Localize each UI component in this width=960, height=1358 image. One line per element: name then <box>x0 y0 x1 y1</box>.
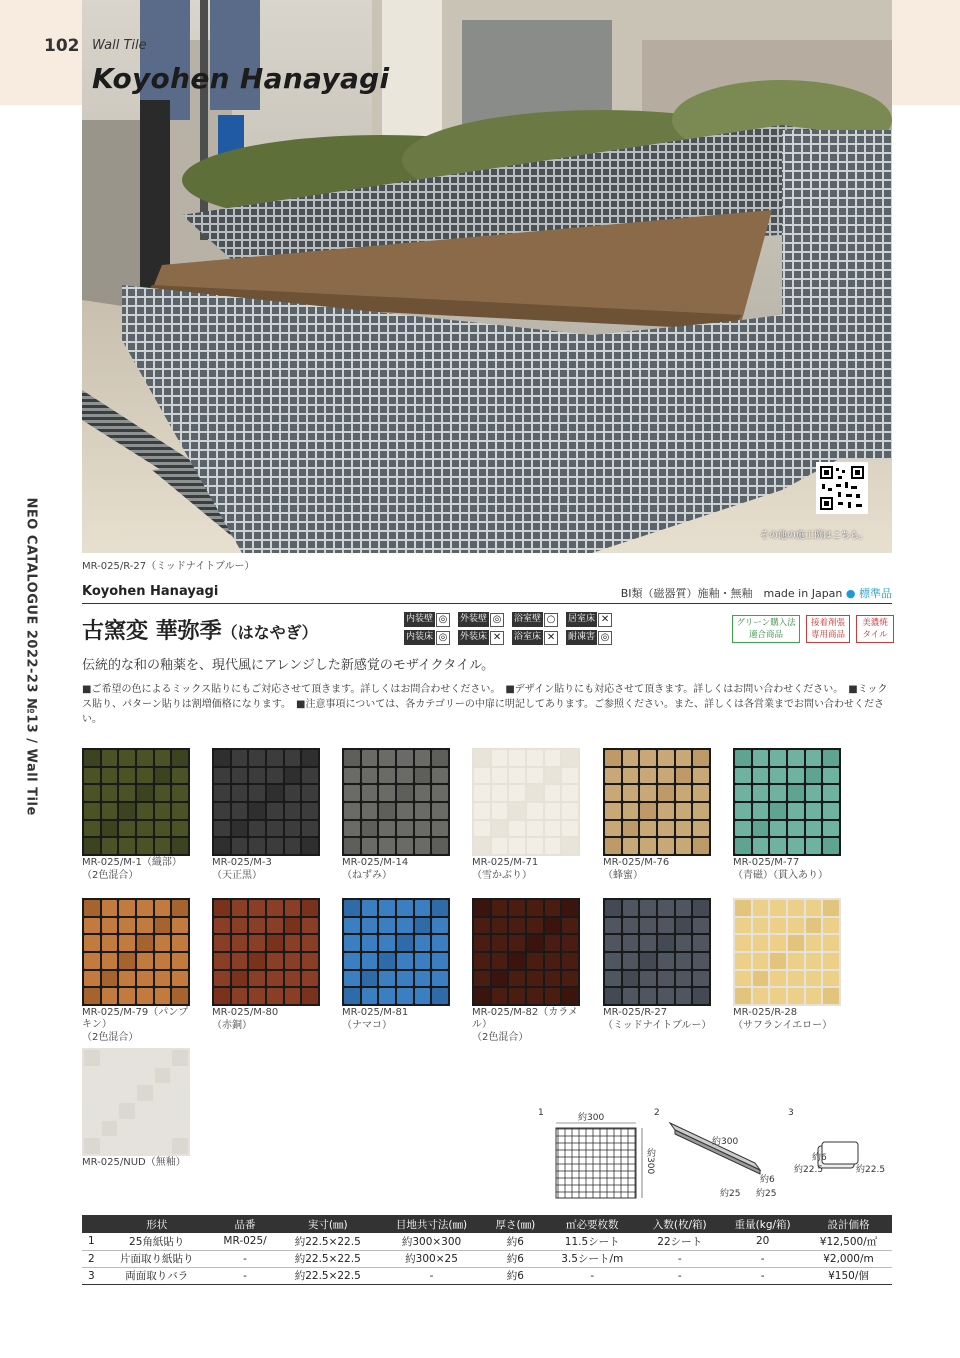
table-cell: 3 <box>82 1267 101 1284</box>
table-cell: 約300×25 <box>378 1250 486 1267</box>
swatch-tile <box>82 1048 190 1156</box>
usage-cell: 居室床 ✕ <box>566 612 618 627</box>
spec-header <box>82 584 892 604</box>
table-cell: 20 <box>720 1233 805 1250</box>
swatch-tile <box>342 898 450 1006</box>
usage-grid <box>404 612 618 648</box>
swatch-tile <box>733 748 841 856</box>
table-header-cell: 目地共寸法(㎜) <box>378 1215 486 1233</box>
usage-cell: 浴室床 ✕ <box>512 630 564 645</box>
table-cell: 約22.5×22.5 <box>278 1267 378 1284</box>
swatch-sub: （サフランイエロー） <box>733 1020 833 1031</box>
diagram-1-num: 1 <box>538 1108 544 1118</box>
swatch-item <box>733 898 841 1032</box>
swatch-code: MR-025/M-1（織部） <box>82 857 182 868</box>
swatch-tile <box>212 898 320 1006</box>
table-header-cell: 厚さ(㎜) <box>485 1215 545 1233</box>
swatch-code: MR-025/R-27 <box>603 1007 668 1018</box>
product-notes: ■ご希望の色によるミックス貼りにもご対応させて頂きます。詳しくはお問合わせください。 ■デザイン貼りにも対応させて頂きます。詳しくはお問い合わせください。 ■ミックス貼り、パターン貼りは割増価格になります。 ■注意事項については、各カテゴリーの中扉に明記してあります。ご参照ください。また、詳しくは各営業までお問い合わせください。 <box>82 684 888 725</box>
swatch-sub: （雪かぶり） <box>472 870 532 881</box>
standard-label: 標準品 <box>859 587 892 600</box>
swatch-tile <box>82 748 190 856</box>
usage-cell: 外装床 ✕ <box>458 630 510 645</box>
usage-cell: 内装床 ◎ <box>404 630 456 645</box>
table-header-cell: 品番 <box>212 1215 277 1233</box>
standard-dot-icon: ● <box>845 587 856 600</box>
table-row <box>82 1267 892 1284</box>
diagram-1-width: 約300 <box>578 1113 605 1123</box>
table-cell: 約22.5×22.5 <box>278 1233 378 1250</box>
table-cell: ¥2,000/m <box>805 1250 892 1267</box>
swatch-item <box>342 748 450 882</box>
table-cell: 11.5シート <box>545 1233 639 1250</box>
swatch-sub: （2色混合） <box>82 870 139 881</box>
swatch-sub: （2色混合） <box>82 1032 139 1043</box>
table-cell: 3.5シート/m <box>545 1250 639 1267</box>
table-cell: 約6 <box>485 1250 545 1267</box>
swatch-item <box>342 898 450 1032</box>
swatch-tile <box>603 748 711 856</box>
adhesive-badge: 接着剤張 専用商品 <box>806 615 850 643</box>
table-row <box>82 1250 892 1267</box>
swatch-item <box>603 898 711 1032</box>
swatch-item <box>472 748 580 882</box>
table-header-cell: 重量(kg/箱) <box>720 1215 805 1233</box>
green-purchase-badge: グリーン購入法 適合商品 <box>732 615 800 643</box>
photo-caption: MR-025/R-27（ミッドナイトブルー） <box>82 561 255 572</box>
swatch-code: MR-025/M-3 <box>212 857 272 868</box>
table-cell: - <box>545 1267 639 1284</box>
table-cell: ¥150/個 <box>805 1267 892 1284</box>
table-cell: 約6 <box>485 1233 545 1250</box>
swatch-tile <box>82 898 190 1006</box>
table-cell: - <box>639 1267 720 1284</box>
table-header-cell: 設計価格 <box>805 1215 892 1233</box>
usage-row <box>404 612 618 627</box>
swatch-tile <box>603 898 711 1006</box>
swatch-item <box>82 748 190 882</box>
table-header-row <box>82 1215 892 1233</box>
table-row <box>82 1233 892 1250</box>
spec-table <box>82 1215 892 1285</box>
swatch-tile <box>342 748 450 856</box>
table-cell: 約22.5×22.5 <box>278 1250 378 1267</box>
mino-badge: 美濃焼 タイル <box>856 615 894 643</box>
usage-row <box>404 630 618 645</box>
swatch-item <box>212 748 320 882</box>
diagram-1-height: 約300 <box>645 1148 655 1175</box>
swatch-code: MR-025/NUD（無釉） <box>82 1157 186 1168</box>
table-cell: 22シート <box>639 1233 720 1250</box>
swatch-code: MR-025/M-77 <box>733 857 800 868</box>
table-cell: 約6 <box>485 1267 545 1284</box>
diagram-3-thickness: 約6 <box>812 1153 827 1163</box>
swatch-tile <box>733 898 841 1006</box>
swatch-item <box>472 898 580 1044</box>
product-title <box>82 614 318 645</box>
swatch-tile <box>212 748 320 856</box>
qr-note: その他の施工例はこちら。 <box>760 531 869 541</box>
swatch-sub: （天正黒） <box>212 870 262 881</box>
swatch-item <box>733 748 841 882</box>
diagram-3-width: 約22.5 <box>794 1165 824 1175</box>
product-title-reading: （はなやぎ） <box>221 623 318 642</box>
swatch-item <box>212 898 320 1032</box>
usage-cell: 耐凍害 ◎ <box>566 630 618 645</box>
table-cell: - <box>720 1250 805 1267</box>
qr-code-icon[interactable] <box>816 462 868 514</box>
table-cell: 2 <box>82 1250 101 1267</box>
table-cell: 25角紙貼り <box>101 1233 212 1250</box>
table-header-cell: 実寸(㎜) <box>278 1215 378 1233</box>
page-section-label: Wall Tile <box>92 38 147 53</box>
swatch-sub: （青磁）（貫入あり） <box>733 870 828 881</box>
table-cell: - <box>639 1250 720 1267</box>
swatch-code: MR-025/M-71 <box>472 857 539 868</box>
swatch-sub: （ねずみ） <box>342 870 392 881</box>
table-cell: - <box>212 1267 277 1284</box>
product-title-main: 古窯変 華弥季 <box>82 619 222 644</box>
table-cell: MR-025/ <box>212 1233 277 1250</box>
swatch-sub: （ミッドナイトブルー） <box>603 1020 712 1031</box>
badges <box>732 615 894 643</box>
series-name: Koyohen Hanayagi <box>82 584 219 599</box>
table-cell: 片面取り紙貼り <box>101 1250 212 1267</box>
diagram-2-num: 2 <box>654 1108 660 1118</box>
diagram-3-num: 3 <box>788 1108 794 1118</box>
page-number: 102 <box>44 36 80 56</box>
table-header-cell <box>82 1215 101 1233</box>
swatch-item <box>82 898 190 1044</box>
diagram-2-length: 約300 <box>712 1137 739 1147</box>
swatch-sub: （蜂蜜） <box>603 870 643 881</box>
table-header-cell: ㎡必要枚数 <box>545 1215 639 1233</box>
table-cell: 両面取りバラ <box>101 1267 212 1284</box>
table-cell: 約300×300 <box>378 1233 486 1250</box>
shape-diagram-art <box>530 1108 900 1208</box>
class-text: BⅠ類（磁器質）施釉・無釉 made in Japan <box>620 587 843 600</box>
spec-classification <box>621 585 892 601</box>
swatch-code: MR-025/M-81 <box>342 1007 409 1018</box>
swatch-item <box>82 1048 190 1169</box>
table-cell: - <box>378 1267 486 1284</box>
swatch-tile <box>472 898 580 1006</box>
swatch-sub: （赤銅） <box>212 1020 252 1031</box>
product-description: 伝統的な和の釉薬を、現代風にアレンジした新感覚のモザイクタイル。 <box>82 658 495 673</box>
table-cell: 1 <box>82 1233 101 1250</box>
swatch-sub: （ナマコ） <box>342 1020 392 1031</box>
usage-cell: 浴室壁 ○ <box>512 612 564 627</box>
table-header-cell: 形状 <box>101 1215 212 1233</box>
swatch-code: MR-025/M-76 <box>603 857 670 868</box>
table-cell: ¥12,500/㎡ <box>805 1233 892 1250</box>
swatch-code: MR-025/R-28 <box>733 1007 798 1018</box>
table-cell: - <box>720 1267 805 1284</box>
swatch-sub: （2色混合） <box>472 1032 529 1043</box>
swatch-code: MR-025/M-79（パンプキン） <box>82 1007 189 1030</box>
diagram-2-width-a: 約25 <box>720 1189 741 1199</box>
usage-cell: 外装壁 ◎ <box>458 612 510 627</box>
side-title: NEO CATALOGUE 2022-23 №13 / Wall Tile <box>23 497 39 816</box>
table-cell: - <box>212 1250 277 1267</box>
usage-cell: 内装壁 ◎ <box>404 612 456 627</box>
diagram-3-depth: 約22.5 <box>856 1165 886 1175</box>
shape-diagrams <box>530 1108 900 1208</box>
swatch-tile <box>472 748 580 856</box>
swatch-code: MR-025/M-80 <box>212 1007 279 1018</box>
diagram-2-width-b: 約25 <box>756 1189 777 1199</box>
table-header-cell: 入数(枚/箱) <box>639 1215 720 1233</box>
diagram-2-thickness: 約6 <box>760 1175 775 1185</box>
swatch-code: MR-025/M-14 <box>342 857 409 868</box>
swatch-item <box>603 748 711 882</box>
photo-title: Koyohen Hanayagi <box>92 62 390 95</box>
swatch-code: MR-025/M-82（カラメル） <box>472 1007 578 1030</box>
